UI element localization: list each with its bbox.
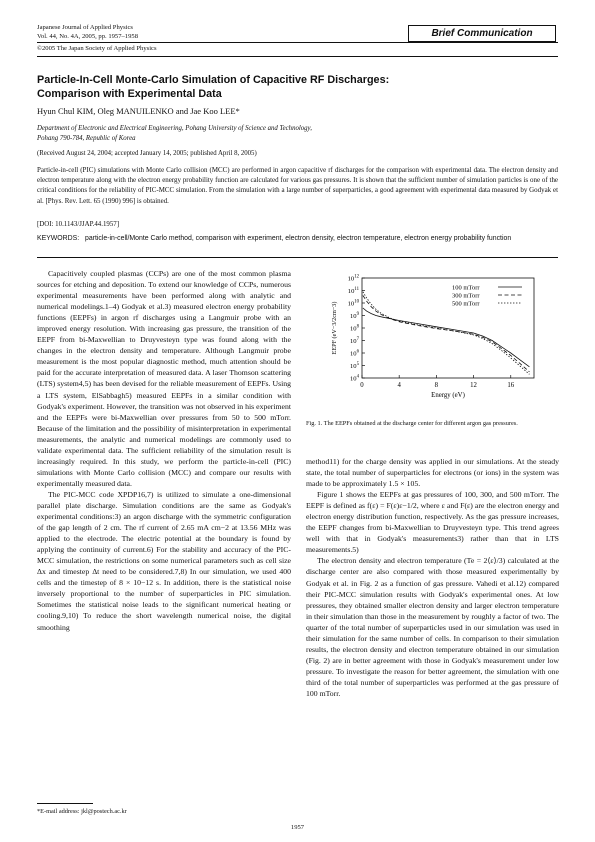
legend-label: 100 mTorr xyxy=(452,284,480,292)
series-line-2 xyxy=(363,296,530,372)
header-rule-2 xyxy=(37,56,558,57)
y-tick-label: $10^6$ xyxy=(350,349,359,358)
doi: [DOI: 10.1143/JJAP.44.1957] xyxy=(37,221,120,228)
footnote: *E-mail address: jkl@postech.ac.kr xyxy=(37,808,127,815)
y-tick-label: $10^5$ xyxy=(350,361,359,370)
journal-name: Japanese Journal of Applied Physics xyxy=(37,24,133,31)
y-axis-label: EEPF (eV−3/2cm−3) xyxy=(331,301,338,355)
paragraph: Figure 1 shows the EEPFs at gas pressures of 100, 300, and 500 mTorr. The EEPF is defined as f(ε) = F(ε)ε−1/2, where ε and F(ε) are the electron energy and electron energy distribution function, respectively. As the gas pressure increases, the EEPF changes from bi-Maxwellian to Druyvesteyn type. This trend agrees well with that in Godyak's measurements3) rather than that in LTS measurements.5) xyxy=(306,490,559,555)
volume-line: Vol. 44, No. 4A, 2005, pp. 1957–1958 xyxy=(37,32,138,40)
paragraph: method11) for the charge density was applied in our simulations. At the steady state, the total number of superparticles for electrons (or ions) in the system was made to be approximately 1.5 × 105. xyxy=(306,457,559,489)
series-line-3 xyxy=(363,292,530,375)
title-line-2: Comparison with Experimental Data xyxy=(37,88,222,100)
plot-frame xyxy=(362,278,534,378)
keywords-label: KEYWORDS: xyxy=(37,235,80,242)
abstract-rule xyxy=(37,257,558,258)
affiliation-line-1: Department of Electronic and Electrical Engineering, Pohang University of Science and Technology, xyxy=(37,125,312,132)
keywords-text: particle-in-cell/Monte Carlo method, comparison with experiment, electron density, electron temperature, electron energy probability function xyxy=(85,235,512,242)
title-line-1: Particle-In-Cell Monte-Carlo Simulation of Capacitive RF Discharges: xyxy=(37,74,390,86)
x-tick-label: 12 xyxy=(470,382,477,389)
article-title xyxy=(37,73,557,101)
paragraph: The electron density and electron temperature (Te = 2⟨ε⟩/3) calculated at the discharge center are also compared with those measured experimentally by Godyak et al. in Fig. 2 as a function of gas pressure. Vahedi et al.12) compared their PIC-MCC simulation results with Godyak's experimental ones. At low pressures, they obtained smaller electron density and larger electron temperature in their simulation than those in the measurement by roughly a factor of two. The quarter of the total number of superparticles used in our simulation was used in their simulation for the same number of cells. In comparison to their simulation results, the electron density and electron temperature obtained in our simulation (Fig. 2) are in better agreement with those in Godyak's measurement under low pressure. To investigate the reason for better agreement, the simulation with one third of the total number of superparticles was performed at the gas pressure of 100 mTorr. xyxy=(306,556,559,698)
y-tick-label: $10^7$ xyxy=(350,336,359,345)
y-tick-label: $10^9$ xyxy=(350,311,359,320)
received-dates: (Received August 24, 2004; accepted January 14, 2005; published April 8, 2005) xyxy=(37,150,257,157)
x-axis-label: Energy (eV) xyxy=(431,392,465,399)
legend-label: 500 mTorr xyxy=(452,300,480,308)
y-tick-label: $10^8$ xyxy=(350,324,359,333)
body-column-left xyxy=(37,268,291,633)
legend-label: 300 mTorr xyxy=(452,292,480,300)
eepf-chart xyxy=(306,268,559,416)
abstract: Particle-in-cell (PIC) simulations with Monte Carlo collision (MCC) are performed in argon capacitive rf discharges for the comparison with experimental data. The electron density and electron temperature along with the electron energy probability function are calculated for various gas pressures. It is shown that the sufficient number of simulation particles is one of the critical conditions for the reliability of PIC-MCC simulation. From the simulation with a large number of superparticles, a good agreement with experimental data measured by Godyak et al. [Phys. Rev. Lett. 65 (1990) 996] is obtained. xyxy=(37,166,558,205)
affiliation xyxy=(37,124,557,143)
x-tick-label: 4 xyxy=(397,382,401,389)
page-number: 1957 xyxy=(290,824,305,831)
body-column-right xyxy=(306,456,559,699)
x-tick-label: 16 xyxy=(507,382,515,389)
keywords xyxy=(37,234,558,243)
copyright-line: ©2005 The Japan Society of Applied Physics xyxy=(37,45,157,52)
affiliation-line-2: Pohang 790-784, Republic of Korea xyxy=(37,134,136,142)
y-tick-label: $10^{11}$ xyxy=(347,286,359,295)
paragraph: The PIC-MCC code XPDP16,7) is utilized to simulate a one-dimensional parallel plate discharge. Simulation conditions are the same as Godyak's experimental conditions:3) an argon discharge with the symmetric configuration of the gap length of 2 cm. The rf current of 2.65 mA cm−2 at 13.56 MHz was applied to the electrode. The electric potential at the boundary is found by applying the continuity of current.6) For the stability and accuracy of the PIC-MCC simulation, the restrictions on some numerical parameters such as cell size Δx and timestep Δt need to be considered.7,8) In our simulation, we used 400 cells and the timestep of 8 × 10−12 s. In addition, there is the statistical noise inversely proportional to the number of superparticles in PIC simulation. Sometimes the statistical noise leads to the significant numerical heating or cooling.9,10) To reduce the short wavelength numerical noise, the digital smoothing xyxy=(37,489,291,632)
x-tick-label: 8 xyxy=(434,382,439,389)
y-tick-label: $10^{10}$ xyxy=(347,299,359,308)
author-list: Hyun Chul KIM, Oleg MANUILENKO and Jae Koo LEE* xyxy=(37,106,240,116)
x-tick-label: 0 xyxy=(360,382,364,389)
section-badge: Brief Communication xyxy=(408,25,556,42)
footnote-rule xyxy=(37,803,93,804)
header-rule xyxy=(37,42,558,43)
y-tick-label: $10^{12}$ xyxy=(347,274,359,283)
y-tick-label: $10^4$ xyxy=(350,374,359,383)
figure-caption: Fig. 1. The EEPFs obtained at the discharge center for different argon gas pressures. xyxy=(306,420,518,427)
paragraph: Capacitively coupled plasmas (CCPs) are one of the most common plasma sources for etching and deposition. To extend our knowledge of CCPs, numerous experimental measurements have been performed along with analytic and numerical modelings.1–4) Godyak et al.3) measured electron energy probability functions (EEPFs) in argon rf discharges using a Langmuir probe with an improved energy resolution. With increasing gas pressure, the transition of the EEPF from bi-Maxwellian to Druyvesteyn type was found along with the changes in the electron density and temperature. Although Langmuir probe measurement is the most popular diagnostic method, much attention should be paid for the accurate interpretation of measured data. A laser Thomson scattering (LTS) system4,5) has been devised for the reliable measurement of EEPFs. Using a LTS system, ElSabbagh5) measured EEPFs in a similar condition with Godyak's experiment. However, the transition was not observed in his experiment and the EEPFs were bi-Maxwellian over pressures from 50 to 500 mTorr. Because of the limitation and the possibility of misinterpretation in experimental measurements, the analytic and numerical modelings are commonly used to validate experimental data. The sufficient reliability of the simulation result is increasingly required. In this study, we perform the particle-in-cell (PIC) simulations with Monte Carlo collision (MCC) and compare our results with experimentally measured data. xyxy=(37,269,291,488)
